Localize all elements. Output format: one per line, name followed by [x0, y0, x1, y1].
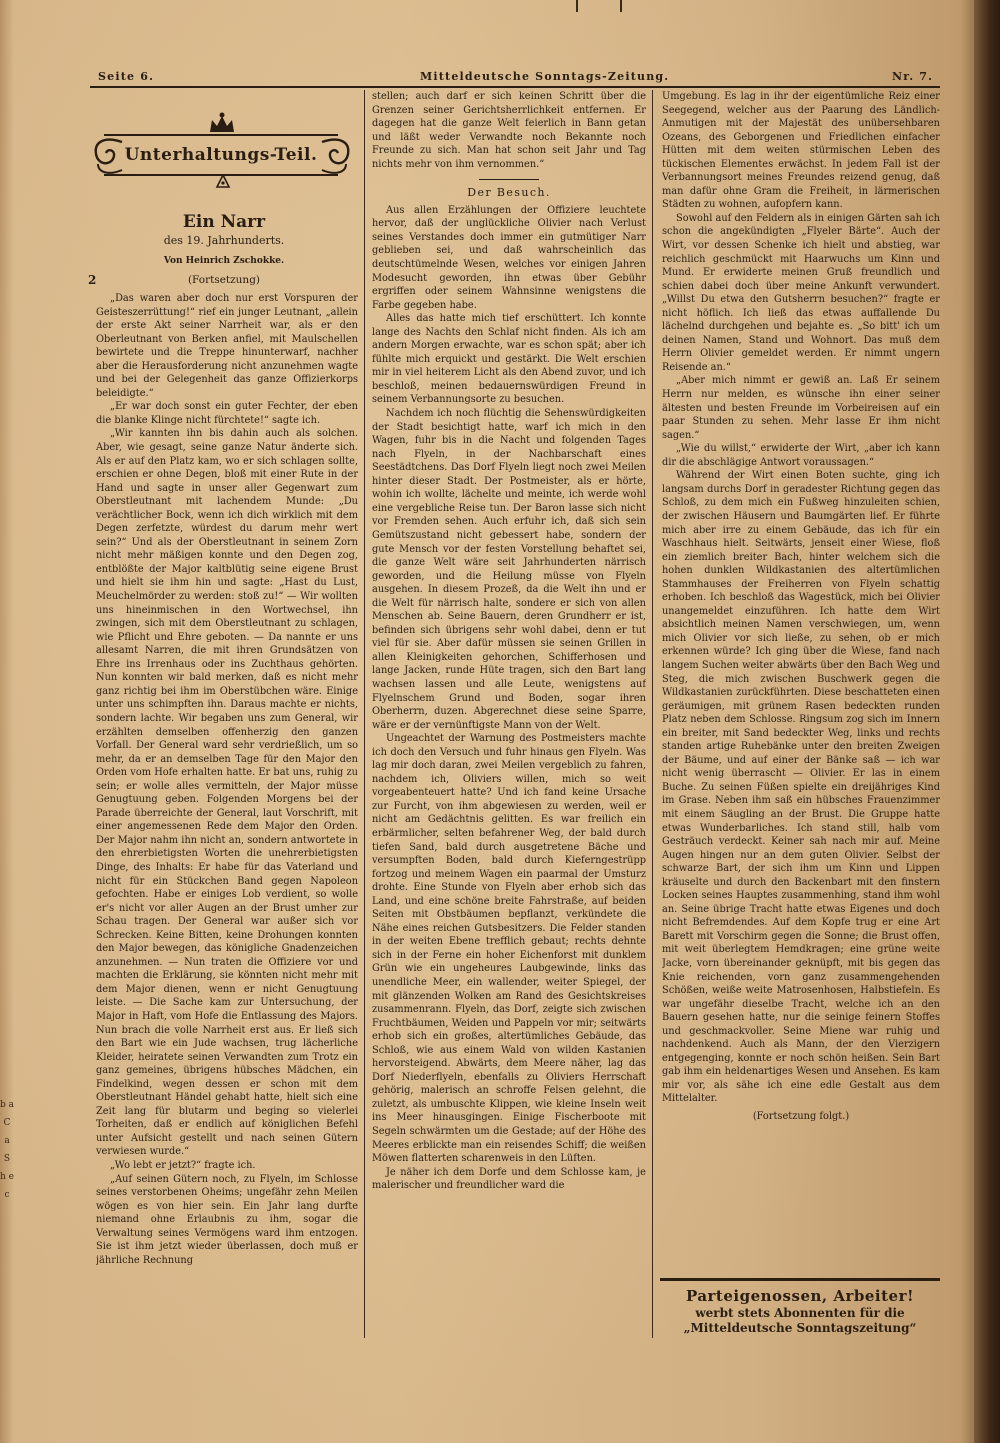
crown-ornament-icon [207, 112, 237, 134]
paragraph: Alles das hatte mich tief erschüttert. Ich konnte lange des Nachts den Schlaf nicht finden. Als ich am andern Morgen erwachte, war es schon spät; aber ich fühlte mich erquickt und gestärkt. Die Welt erschien mir in viel heiterem Licht als den Abend zuvor, und ich beschloß, meinen bedauernswürdigen Freund in seinem Verbannungsorte zu besuchen. [372, 313, 646, 406]
story-title: Ein Narr [182, 212, 266, 232]
section-title: Unterhaltungs-Teil. [104, 134, 338, 176]
ad-headline: Parteigenossen, Arbeiter! [685, 1287, 915, 1305]
header-rule [90, 86, 940, 88]
edge-mark [620, 0, 622, 12]
ad-line: „Mitteldeutsche Sonntagszeitung“ [683, 1321, 917, 1335]
book-binding [974, 0, 1000, 1443]
column-divider [364, 90, 365, 1338]
paragraph: Sowohl auf den Feldern als in einigen Gärten sah ich schon die angekündigten „Flyeler Bärte“. Auch der Wirt, vor dessen Schenke ich hielt und abstieg, war reichlich geschmückt mit Haarwuchs um Kinn und Mund. Er erwiderte meinen Gruß freundlich und schien dabei doch über meine Ankunft verwundert. „Willst Du etwa den Gutsherrn besuchen?“ fragte er nicht höflich. Ich ließ das etwas auffallende Du lächelnd durchgehen und bejahte es. „So bitt' ich um deinen Namen, Stand und Wohnort. Das muß dem Herrn Olivier gemeldet werden. Er nimmt ungern Reisende an.“ [662, 212, 940, 373]
separator-rule [479, 179, 539, 180]
newspaper-name: Mitteldeutsche Sonntags-Zeitung. [420, 70, 670, 83]
column-1 [96, 292, 358, 1338]
paragraph: Während der Wirt einen Boten suchte, ging ich langsam durchs Dorf in geradester Richtung gegen das Schloß, zu dem mich ein Fußweg hinzuleiten schien, der zwischen Häusern und Baumgärten lief. Er führte mich aber irre zu einem Gebäude, das ich für ein Waschhaus hielt. Seitwärts, jenseit einer Wiese, floß ein ziemlich breiter Bach, hinter welchem sich die hohen dunklen Wildkastanien des altertümlichen Stammhauses der Freiherren von Flyeln schattig erhoben. Ich beschloß das Wagestück, mich bei Olivier unangemeldet einzuführen. Ich hatte dem Wirt absichtlich meinen Namen verschwiegen, um, wenn mich Olivier vor sich ließe, zu sehen, ob er mich erkennen würde? Ich ging über die Wiese, fand nach langem Suchen weiter abwärts über den Bach Weg und Steg, die mich zwischen Buschwerk gegen die Wildkastanien zurückführten. Diese beschatteten einen geräumigen, mit grünem Rasen bedeckten runden Platz neben dem Schlosse. Ringsum zog sich im Innern ein breiter, mit Sand bedeckter Weg, links und rechts standen artige Ruhebänke unter den breiten Zweigen der Bäume, und auf einer der Bänke saß — ich war nicht wenig überrascht — Olivier. Er las in einem Buche. Zu seinen Füßen spielte ein dreijähriges Kind im Grase. Neben ihm saß ein hübsches Frauenzimmer mit einem Säugling an der Brust. Die Gruppe hatte etwas Wunderbarliches. Ich stand still, halb vom Gesträuch verdeckt. Keiner sah nach mir auf. Meine Augen hingen nur an dem guten Olivier. Selbst der schwarze Bart, der sich ihm um Kinn und Lippen kräuselte und durch den Backenbart mit den finstern Locken seines Hauptes zusammenhing, stand ihm wohl an. Seine übrige Tracht hatte etwas Eigenes und doch nicht Befremdendes. Auf dem Kopfe trug er eine Art Barett mit Vorschirm gegen die Sonne; die Brust offen, mit weit überlegtem Hemdkragen; eine grüne weite Jacke, vorn übereinander geknüpft, mit bis gegen das Knie reichenden, vorn ganz zusammengehenden Schößen, weiße weite Matrosenhosen, Halbstiefeln. Es war ungefähr dieselbe Tracht, welche ich an den Bauern gesehen hatte, nur die seinige feinern Stoffes und geschmackvoller. Seine Miene war ruhig und nachdenkend. Auch als Mann, der den Vierzigern entgegenging, konnte er noch schön heißen. Sein Bart gab ihm ein heldenartiges Wesen und Ansehen. Es kam mir vor, als sähe ich eine edle Gestalt aus dem Mittelalter. [662, 470, 940, 1105]
to-be-continued: (Fortsetzung folgt.) [752, 1111, 850, 1123]
paragraph: Aus allen Erzählungen der Offiziere leuchtete hervor, daß der unglückliche Olivier nach Verlust seines Verstandes doch immer ein gutmütiger Narr geblieben sei, und daß wahrscheinlich das deutschtümelnde Wesen, welches vor einigen Jahren Modesucht geworden, ihn etwas über Gebühr ergriffen oder seinem Wahnsinne wenigstens die Farbe gegeben habe. [372, 204, 646, 311]
paragraph: „Er war doch sonst ein guter Fechter, der eben die blanke Klinge nicht fürchtete!“ sagte ich. [96, 401, 358, 426]
ad-line: werbt stets Abonnenten für die [695, 1306, 905, 1320]
story-subtitle: des 19. Jahrhunderts. [163, 234, 285, 247]
paragraph: „Auf seinen Gütern noch, zu Flyeln, im Schlosse seines verstorbenen Oheims; ungefähr zehn Meilen wögen es von hier sein. Ein Jahr lang durfte niemand ohne Erlaubnis zu ihm, sogar die Verwaltung seines Vermögens ward ihm entzogen. Sie ist ihm jetzt wieder überlassen, doch muß er jährliche Rechnung [96, 1173, 358, 1266]
paragraph: Ungeachtet der Warnung des Postmeisters machte ich doch den Versuch und fuhr hinaus gen Flyeln. Was lag mir doch daran, zwei Meilen vergeblich zu fahren, nachdem ich, Oliviers willen, mich so weit vorgeabenteuert hatte? Und ich fand keine Ursache zur Furcht, von ihm abgewiesen zu werden, weil er nicht am Gedächtnis gelitten. Es war freilich ein erbärmlicher, selten befahrener Weg, der bald durch tiefen Sand, bald durch ausgetretene Bäche und versumpften Boden, bald durch Kieferngestrüpp fortzog und meinem Wagen ein paarmal der Umsturz drohte. Eine Stunde von Flyeln aber erhob sich das Land, und eine schöne breite Fahrstraße, auf beiden Seiten mit Obstbäumen bepflanzt, verkündete die Nähe eines reichen Gutsbesitzers. Die Felder standen in der weiten Ebene trefflich gebaut; rechts dehnte sich in der Ferne ein hoher Eichenforst mit dunklem Grün wie ein ungeheures Laubgewinde, links das unendliche Meer, ein wallender, weiter Spiegel, der mit glänzenden Wolken am Rand des Gesichtskreises zusammenrann. Flyeln, das Dorf, zeigte sich zwischen Fruchtbäumen, Weiden und Pappeln vor mir; seitwärts erhob sich ein großes, altertümliches Gebäude, das Schloß, wie aus einem Wald von wilden Kastanien hervorsteigend. Abwärts, dem Meere näher, lag das Dorf Niederflyeln, ebenfalls zu Oliviers Herrschaft gehörig, malerisch an schroffe Felsen gelehnt, die zuletzt, als umbuschte Klippen, wie kleine Inseln weit ins Meer hinausgingen. Einige Fischerboote mit Segeln schwärmten um die Gestade; auf der Höhe des Meeres erblickte man ein reisendes Schiff; die weißen Möwen flatterten scharenweis in den Lüften. [372, 733, 646, 1165]
column-divider [652, 90, 653, 1338]
issue-number: Nr. 7. [892, 70, 934, 83]
chapter-heading: Der Besuch. [467, 186, 551, 200]
page-number: Seite 6. [98, 70, 155, 83]
paragraph: „Das waren aber doch nur erst Vorspuren der Geisteszerrüttung!“ rief ein junger Leutnant, „allein der erste Akt seiner Narrheit war, als er den Oberleutnant von Berken anfiel, mit Maulschellen bewirtete und die Treppe hinunterwarf, nachher aber die Herausforderung nicht anzunehmen wagte und bei der Gelegenheit das ganze Offizierkorps beleidigte.“ [96, 293, 358, 399]
paragraph: Je näher ich dem Dorfe und dem Schlosse kam, je malerischer und freundlicher ward die [372, 1166, 646, 1192]
paragraph: „Wie du willst,“ erwiderte der Wirt, „aber ich kann dir die abschlägige Antwort voraussagen.“ [662, 443, 940, 468]
paragraph: Umgebung. Es lag in ihr der eigentümliche Reiz einer Seegegend, welcher aus der Paarung des Ländlich-Anmutigen mit der Majestät des unübersehbaren Ozeans, des Geborgenen und Friedlichen einfacher Hütten mit dem weiten stürmischen Leben des tückischen Elementes erwächst. In jedem Fall ist der Verbannungsort meines Freundes reizend genug, daß man dafür ohne Gram die Freiheit, in lärmerischen Städten zu wohnen, aufopfern kann. [662, 91, 940, 211]
story-author: Von Heinrich Zschokke. [163, 256, 285, 266]
edge-mark [576, 0, 578, 12]
paragraph: Nachdem ich noch flüchtig die Sehenswürdigkeiten der Stadt besichtigt hatte, warf ich mich in den Wagen, fuhr bis in die Nacht und folgenden Tages nach Flyeln, in der Nachbarschaft eines Seestädtchens. Das Dorf Flyeln liegt noch zwei Meilen hinter dieser Stadt. Der Postmeister, als er hörte, wohin ich wollte, lächelte und meinte, ich werde wohl eine vergebliche Reise tun. Der Baron lasse sich nicht vor Fremden sehen. Auch erfuhr ich, daß sich sein Gemütszustand nicht gebessert habe, sondern der gute Mensch vor der festen Vorstellung behaftet sei, die ganze Welt wäre seit Jahrhunderten närrisch geworden, und die Heilung müsse von Flyeln ausgehen. In diesem Prozeß, da die Welt ihn und er die Welt für närrisch halte, sondere er sich von allen Menschen ab. Seine Bauern, deren Grundherr er ist, befinden sich übrigens sehr wohl dabei, denn er tut viel für sie. Aber dafür müssen sie seinen Grillen in allen Kleinigkeiten gehorchen, Schifferhosen und lange Jacken, runde Hüte tragen, sich den Bart lang wachsen lassen und alle Leute, wenigstens auf Flyelnschem Grund und Boden, sogar ihren Oberherrn, duzen. Abgerechnet diese seine Sparre, wäre er der vernünftigste Mann von der Welt. [372, 408, 646, 731]
continuation-note: (Fortsetzung) [187, 274, 261, 286]
paragraph: „Aber mich nimmt er gewiß an. Laß Er seinem Herrn nur melden, es wünsche ihn einer seiner ältesten und besten Freunde im Vorbeireisen auf ein paar Stunden zu sehen. Mehr lasse Er ihm nicht sagen.“ [662, 375, 940, 441]
paragraph: „Wir kannten ihn bis dahin auch als solchen. Aber, wie gesagt, seine ganze Natur änderte sich. Als er auf den Platz kam, wo er sich schlagen sollte, erschien er ohne Degen, bloß mit einer Rute in der Hand und sagte in unser aller Gegenwart zum Oberstleutnant mit lachendem Munde: „Du verächtlicher Bock, wenn ich dich wirklich mit dem Degen zerfetzte, würdest du darum mehr wert sein?“ Und als der Oberstleutnant in seinem Zorn nicht mehr mäßigen konnte und den Degen zog, entblößte der Major kaltblütig seine eigene Brust und hielt sie ihm hin und sagte: „Hast du Lust, Meuchelmörder zu werden: stoß zu!“ — Wir wollten uns hineinmischen in den Wortwechsel, ihn zwingen, sich mit dem Oberstleutnant zu schlagen, wie Pflicht und Ehre geboten. — Da nannte er uns allesamt Narren, die mit ihren Grundsätzen von Ehre ins Irrenhaus oder ins Zuchthaus gehörten. Nun konnten wir bald merken, daß es nicht mehr ganz richtig bei ihm im Oberstübchen wäre. Einige unter uns schimpften ihn. Daraus machte er nichts, sondern lachte. Wir begaben uns zum General, wir erzählten demselben offenherzig den ganzen Vorfall. Der General ward sehr verdrießlich, um so mehr, da er an demselben Tage für den Major den Orden vom Hofe erhalten hatte. Er bat uns, ruhig zu sein; er wolle alles vermitteln, der Major müsse Genugtuung geben. Folgenden Morgens bei der Parade überreichte der General, laut Vorschrift, mit einer angemessenen Rede dem Major den Orden. Der Major nahm ihn nicht an, sondern antwortete in den ehrerbietigsten Worten die unehrerbietigsten Dinge, des Inhalts: Er habe für das Vaterland und nicht für ein Stückchen Band gegen Napoleon gefochten. Habe er einiges Lob verdient, so wolle er's nicht vor aller Augen an der Brust umher zur Schau tragen. Der General war außer sich vor Schrecken. Keine Bitten, keine Drohungen konnten den Major bewegen, das königliche Gnadenzeichen anzunehmen. — Nun traten die Offiziere vor und machten die Erklärung, sie könnten nicht mehr mit dem Major dienen, wenn er nicht Genugtuung leiste. — Die Sache kam zur Untersuchung, der Major in Haft, vom Hofe die Entlassung des Majors. Nun brach die volle Narrheit erst aus. Er ließ sich den Bart wie ein Jude wachsen, trug lächerliche Kleider, heiratete seinen Verwandten zum Trotz ein ganz gemeines, übrigens hübsches Mädchen, ein Findelkind, wegen dessen er schon mit dem Oberstleutnant Händel gehabt hatte, hielt sich eine Zeit lang für blutarm und beging so vielerlei Torheiten, daß er endlich auf königlichen Befehl unter Aufsicht gestellt und nach seinen Gütern verwiesen wurde.“ [96, 428, 358, 1158]
part-number: 2 [88, 273, 97, 287]
paragraph: „Wo lebt er jetzt?“ fragte ich. [110, 1160, 256, 1171]
margin-letters: b a C a S h e c [0, 1100, 14, 1200]
column-3 [662, 90, 940, 1274]
page-header [98, 70, 936, 86]
section-heading [96, 112, 348, 192]
advertisement-box [660, 1278, 940, 1341]
paragraph: stellen; auch darf er sich keinen Schritt über die Grenzen seiner Gerichtsherrlichkeit entfernen. Er dagegen hat die ganze Welt feierlich in Bann getan und läßt weder Verwandte noch Bekannte noch Freunde zu sich. Man hat schon seit Jahr und Tag nichts mehr von ihm vernommen.“ [372, 91, 646, 170]
fleuron-ornament-icon [214, 174, 232, 188]
column-2 [372, 90, 646, 1340]
